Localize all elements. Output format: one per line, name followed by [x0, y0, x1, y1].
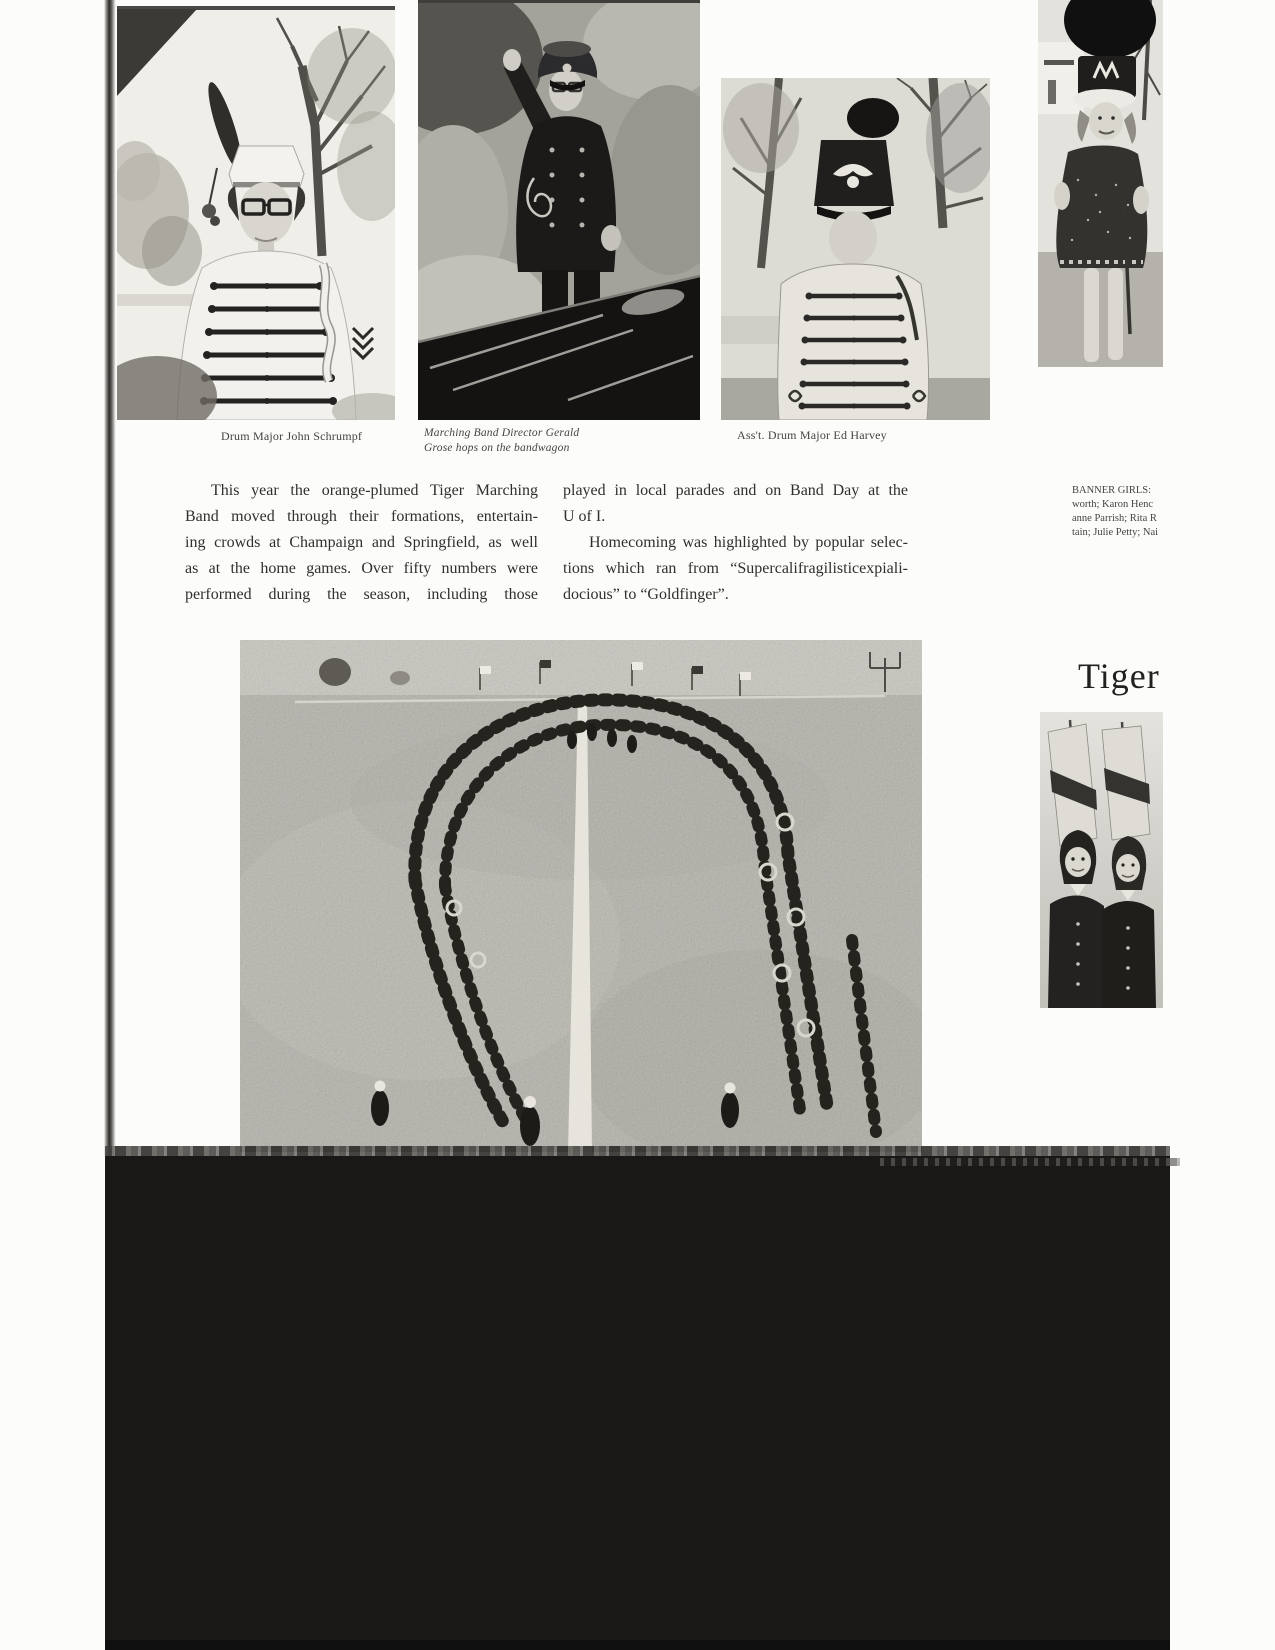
body-text-line: This year the orange-plumed Tiger Marching — [211, 482, 538, 499]
body-text-left-column — [185, 478, 538, 608]
body-text-line: ing crowds at Champaign and Springfield, as well — [185, 534, 538, 551]
body-text-line: Band moved through their formations, entertain- — [185, 508, 538, 525]
boot-right — [1108, 268, 1123, 360]
photo-band-formation-art — [240, 640, 922, 1152]
boot-left — [1084, 268, 1099, 362]
banner-caption-line: worth; Karon Henc — [1072, 499, 1154, 510]
face — [829, 211, 877, 265]
photo-drum-major-schrumpf — [117, 6, 395, 420]
body-text-line: performed during the season, including those — [185, 586, 538, 603]
plume — [847, 98, 899, 138]
photo-majorette — [1038, 0, 1163, 367]
banner-caption-line: anne Parrish; Rita R — [1072, 513, 1157, 524]
caption-harvey: Ass't. Drum Major Ed Harvey — [737, 428, 887, 442]
body-text-line: played in local parades and on Band Day at the — [563, 482, 908, 499]
black-scan-region — [105, 1156, 1170, 1650]
far-tree — [319, 658, 351, 686]
body-text-line: docious” to “Goldfinger”. — [563, 586, 729, 603]
sequin-dress — [1056, 145, 1147, 268]
banner-caption-line: tain; Julie Petty; Nai — [1072, 527, 1159, 538]
caption-director-line2: Grose hops on the bandwagon — [424, 442, 570, 454]
caption-director-line1: Marching Band Director Gerald — [424, 427, 580, 439]
cap-emblem — [563, 64, 572, 73]
body-text-line: U of I. — [563, 508, 606, 525]
body-text-right-column — [563, 478, 908, 608]
banner-caption-line: BANNER GIRLS: — [1072, 485, 1152, 496]
page-edge-line — [104, 0, 117, 1156]
photo-band-director-grose — [418, 0, 700, 420]
photo-asst-drum-major-harvey-art — [721, 78, 990, 420]
photo-asst-drum-major-harvey — [721, 78, 990, 420]
black-bottom-strip — [105, 1640, 1170, 1650]
body-text-line: tions which ran from “Supercalifragilisticexpiali- — [563, 560, 908, 577]
photo-band-director-grose-art — [418, 0, 700, 420]
banner-girls-caption — [1072, 484, 1164, 540]
waving-hand — [503, 49, 521, 71]
photo-banner-girls-art — [1040, 712, 1163, 1008]
tiger-heading: Tiger — [1078, 656, 1160, 696]
photo-banner-girls — [1040, 712, 1163, 1008]
photo-majorette-art — [1038, 0, 1163, 367]
caption-schrumpf: Drum Major John Schrumpf — [221, 429, 363, 443]
shoulder-cord — [323, 264, 331, 381]
caption-director — [424, 426, 579, 456]
scan-edge-speckle — [880, 1158, 1180, 1166]
photo-drum-major-schrumpf-art — [117, 6, 395, 420]
body-text-line: as at the home games. Over fifty numbers were — [185, 560, 538, 577]
body-text-line: Homecoming was highlighted by popular selec- — [589, 534, 908, 551]
photo-band-formation-field — [240, 640, 922, 1152]
white-shako-hat — [229, 146, 304, 187]
dark-coat — [516, 116, 616, 272]
gloves — [601, 225, 621, 251]
shako-hat — [814, 140, 894, 206]
